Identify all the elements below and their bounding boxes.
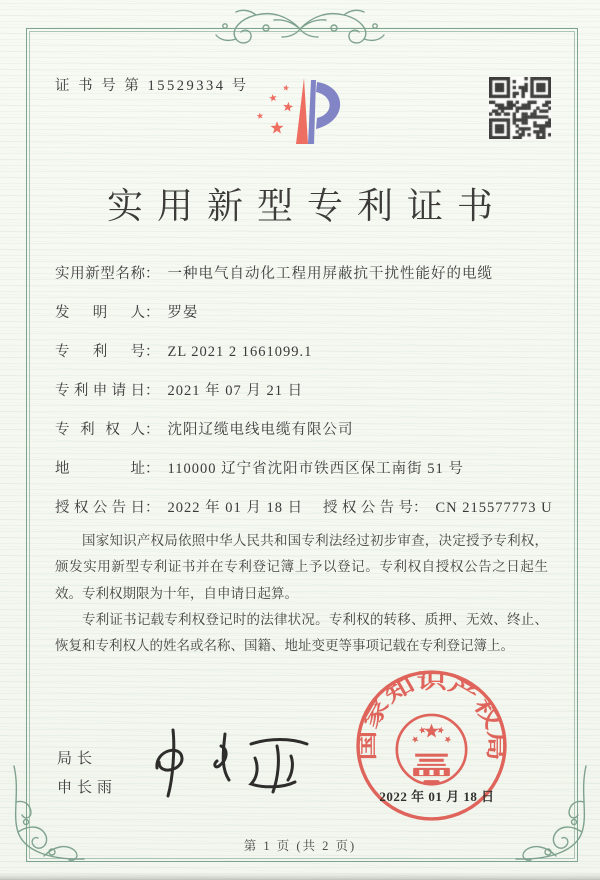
- seal-ring-text: 国家知识产权局: [357, 671, 506, 761]
- scan-edge-shadow: [0, 873, 600, 880]
- commissioner-block: [57, 745, 117, 803]
- field-value: 2022 年 01 月 18 日: [167, 500, 304, 516]
- certificate-title: 实用新型专利证书: [106, 186, 507, 226]
- field-label: 专利权人: [55, 422, 145, 438]
- field-label: 地址: [55, 461, 145, 477]
- field-value: 罗晏: [167, 305, 199, 321]
- field-value: 一种电气自动化工程用屏蔽抗干扰性能好的电缆: [167, 266, 493, 282]
- legal-paragraph-2: 专利证书记载专利权登记时的法律状况。专利权的转移、质押、无效、终止、恢复和专利权人的姓名或名称、国籍、地址变更等事项记载在专利登记簿上。: [55, 611, 548, 654]
- field-utility-model-name: 实用新型名称： 一种电气自动化工程用屏蔽抗干扰性能好的电缆: [55, 262, 550, 284]
- seal-date: 2022 年 01 月 18 日: [379, 789, 495, 804]
- field-label: 专利号: [55, 344, 145, 360]
- field-application-date: 专利申请日： 2021 年 07 月 21 日: [55, 379, 550, 401]
- top-flourish-ornament: [180, 6, 420, 52]
- field-patent-number: 专利号： ZL 2021 2 1661099.1: [55, 340, 550, 362]
- field-value: CN 215577773 U: [435, 500, 553, 516]
- field-patentee: 专利权人： 沈阳辽缆电线电缆有限公司: [55, 418, 550, 440]
- field-grant-number: 授权公告号： CN 215577773 U: [323, 496, 553, 517]
- national-emblem-icon: [397, 715, 466, 784]
- certificate-number: 证 书 号 第 15529334 号: [55, 78, 249, 94]
- field-label: 授权公告号: [323, 500, 413, 516]
- field-label: 实用新型名称: [55, 266, 145, 282]
- page-number: 第 1 页 (共 2 页): [243, 839, 357, 853]
- cnipa-logo-icon: [250, 76, 354, 152]
- field-address: 地址： 110000 辽宁省沈阳市铁西区保工南街 51 号: [55, 457, 550, 479]
- field-grant-row: [55, 496, 553, 518]
- field-grant-date: 授权公告日： 2022 年 01 月 18 日: [55, 500, 303, 516]
- field-value: ZL 2021 2 1661099.1: [167, 344, 313, 360]
- commissioner-name: 申长雨: [57, 780, 118, 796]
- field-label: 发明人: [55, 305, 145, 321]
- field-inventor: 发明人： 罗晏: [55, 301, 550, 323]
- field-label: 专利申请日: [55, 383, 145, 399]
- commissioner-title: 局长: [57, 751, 98, 767]
- field-value: 2021 年 07 月 21 日: [167, 383, 304, 399]
- field-value: 沈阳辽缆电线电缆有限公司: [167, 422, 354, 438]
- handwritten-signature: [135, 720, 325, 805]
- qr-code: [489, 77, 551, 139]
- legal-paragraph-1: 国家知识产权局依照中华人民共和国专利法经过初步审查，决定授予专利权，颁发实用新型专利证书并在专利登记簿上予以登记。专利权自授权公告之日起生效。专利权期限为十年，自申请日起算。: [55, 533, 548, 601]
- field-value: 110000 辽宁省沈阳市铁西区保工南街 51 号: [167, 461, 464, 477]
- field-label: 授权公告日: [55, 500, 145, 516]
- legal-text: [55, 528, 548, 660]
